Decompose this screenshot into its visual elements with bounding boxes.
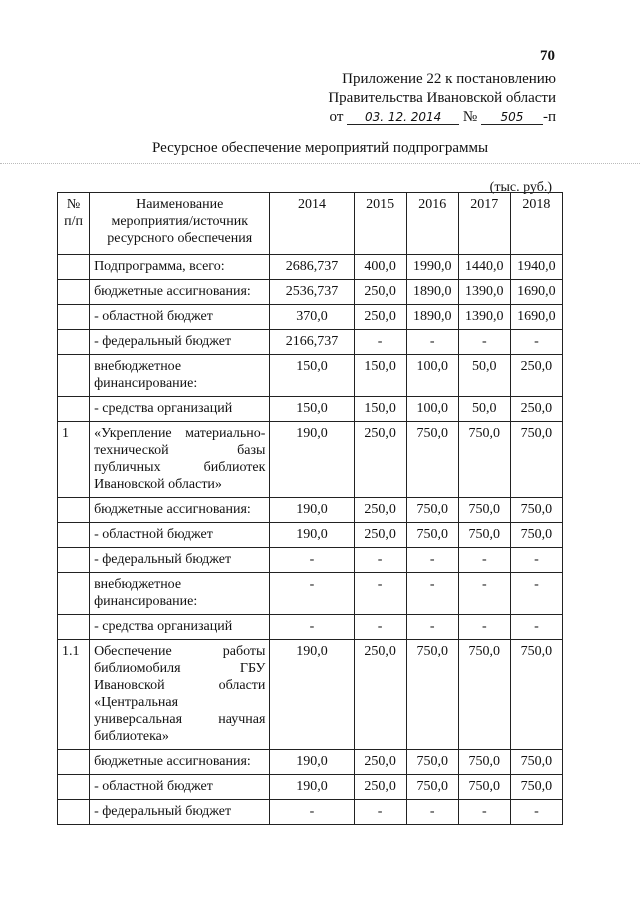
header-year-2018: 2018 [510, 193, 562, 255]
row-name: внебюджетное финансирование: [90, 355, 270, 397]
value-2016: 100,0 [406, 355, 458, 397]
value-2015: 250,0 [354, 498, 406, 523]
value-2016: 1990,0 [406, 255, 458, 280]
value-2016: 750,0 [406, 422, 458, 498]
row-name: - средства организаций [90, 397, 270, 422]
value-2017: 750,0 [458, 498, 510, 523]
value-2015: 250,0 [354, 422, 406, 498]
row-number [58, 397, 90, 422]
value-2017: - [458, 548, 510, 573]
handwritten-number: 505 [481, 110, 543, 125]
value-2014: 2536,737 [270, 280, 354, 305]
date-prefix: от [329, 109, 344, 125]
value-2018: 750,0 [510, 640, 562, 750]
table-row [58, 800, 563, 825]
table-row [58, 355, 563, 397]
value-2016: 750,0 [406, 775, 458, 800]
row-name: бюджетные ассигнования: [90, 750, 270, 775]
row-number [58, 523, 90, 548]
value-2016: - [406, 615, 458, 640]
value-2015: - [354, 800, 406, 825]
resource-table [57, 192, 563, 825]
table-row [58, 775, 563, 800]
row-number: 1.1 [58, 640, 90, 750]
value-2018: - [510, 330, 562, 355]
value-2018: 750,0 [510, 498, 562, 523]
table-row [58, 523, 563, 548]
row-number [58, 548, 90, 573]
row-number [58, 330, 90, 355]
row-number [58, 615, 90, 640]
value-2014: - [270, 800, 354, 825]
value-2017: 1440,0 [458, 255, 510, 280]
number-suffix: -п [542, 109, 556, 125]
row-number [58, 800, 90, 825]
value-2014: 150,0 [270, 355, 354, 397]
table-row [58, 573, 563, 615]
value-2015: - [354, 615, 406, 640]
value-2016: - [406, 573, 458, 615]
document-title: Ресурсное обеспечение мероприятий подпрограммы [151, 140, 489, 156]
row-name: Обеспечение работы библиомобиля ГБУ Ивановской области «Центральная универсальная научная библиотека» [90, 640, 270, 750]
row-name: - средства организаций [90, 615, 270, 640]
header-name: Наименование мероприятия/источник ресурсного обеспечения [90, 193, 270, 255]
table-row [58, 640, 563, 750]
value-2018: 1690,0 [510, 280, 562, 305]
value-2014: 190,0 [270, 750, 354, 775]
value-2017: - [458, 573, 510, 615]
value-2016: 750,0 [406, 523, 458, 548]
value-2016: - [406, 330, 458, 355]
value-2014: 2166,737 [270, 330, 354, 355]
header-number: № п/п [58, 193, 90, 255]
value-2018: 250,0 [510, 355, 562, 397]
value-2017: - [458, 800, 510, 825]
value-2017: 750,0 [458, 523, 510, 548]
value-2015: 250,0 [354, 640, 406, 750]
value-2017: 750,0 [458, 750, 510, 775]
table-row [58, 548, 563, 573]
appendix-line-1: Приложение 22 к постановлению [342, 71, 556, 87]
value-2014: 190,0 [270, 498, 354, 523]
value-2014: 190,0 [270, 775, 354, 800]
row-name: - федеральный бюджет [90, 330, 270, 355]
value-2015: 250,0 [354, 523, 406, 548]
value-2017: - [458, 330, 510, 355]
value-2015: 250,0 [354, 750, 406, 775]
value-2018: 1940,0 [510, 255, 562, 280]
row-number [58, 280, 90, 305]
value-2016: 1890,0 [406, 305, 458, 330]
value-2015: 250,0 [354, 775, 406, 800]
row-number [58, 573, 90, 615]
table-row [58, 305, 563, 330]
row-number: 1 [58, 422, 90, 498]
row-number [58, 775, 90, 800]
value-2017: 750,0 [458, 775, 510, 800]
value-2016: 750,0 [406, 750, 458, 775]
value-2016: 100,0 [406, 397, 458, 422]
value-2018: - [510, 800, 562, 825]
value-2014: 2686,737 [270, 255, 354, 280]
value-2015: - [354, 330, 406, 355]
value-2017: 1390,0 [458, 305, 510, 330]
value-2018: - [510, 573, 562, 615]
appendix-line-3 [328, 108, 556, 127]
value-2017: 750,0 [458, 640, 510, 750]
header-year-2014: 2014 [270, 193, 354, 255]
value-2015: 150,0 [354, 397, 406, 422]
table-row [58, 255, 563, 280]
value-2015: - [354, 548, 406, 573]
value-2014: 190,0 [270, 640, 354, 750]
unit-label: (тыс. руб.) [489, 180, 552, 195]
value-2018: 750,0 [510, 775, 562, 800]
value-2016: - [406, 548, 458, 573]
value-2016: - [406, 800, 458, 825]
appendix-block [328, 70, 556, 127]
row-name: бюджетные ассигнования: [90, 280, 270, 305]
row-name: - федеральный бюджет [90, 800, 270, 825]
value-2018: - [510, 548, 562, 573]
row-name: - федеральный бюджет [90, 548, 270, 573]
value-2017: - [458, 615, 510, 640]
row-number [58, 750, 90, 775]
value-2015: 250,0 [354, 305, 406, 330]
value-2016: 1890,0 [406, 280, 458, 305]
row-name: «Укрепление материально-технической базы публичных библиотек Ивановской области» [90, 422, 270, 498]
value-2018: 750,0 [510, 523, 562, 548]
row-name: - областной бюджет [90, 305, 270, 330]
header-year-2015: 2015 [354, 193, 406, 255]
appendix-line-2: Правительства Ивановской области [328, 90, 556, 106]
table-header-row [58, 193, 563, 255]
row-name: Подпрограмма, всего: [90, 255, 270, 280]
value-2018: 1690,0 [510, 305, 562, 330]
value-2014: - [270, 615, 354, 640]
value-2017: 1390,0 [458, 280, 510, 305]
row-number [58, 255, 90, 280]
value-2014: 370,0 [270, 305, 354, 330]
table-row [58, 422, 563, 498]
table-body [58, 255, 563, 825]
value-2014: - [270, 573, 354, 615]
value-2015: 400,0 [354, 255, 406, 280]
value-2015: 150,0 [354, 355, 406, 397]
table-row [58, 280, 563, 305]
scan-artifact-divider [0, 163, 640, 164]
number-label: № [462, 109, 478, 125]
row-name: - областной бюджет [90, 775, 270, 800]
table-row [58, 397, 563, 422]
row-name: бюджетные ассигнования: [90, 498, 270, 523]
row-number [58, 355, 90, 397]
value-2018: 750,0 [510, 422, 562, 498]
header-year-2016: 2016 [406, 193, 458, 255]
value-2018: 250,0 [510, 397, 562, 422]
table-row [58, 330, 563, 355]
handwritten-date: 03. 12. 2014 [347, 110, 459, 125]
value-2015: 250,0 [354, 280, 406, 305]
table-row [58, 498, 563, 523]
value-2017: 50,0 [458, 355, 510, 397]
row-number [58, 305, 90, 330]
value-2014: - [270, 548, 354, 573]
value-2014: 190,0 [270, 422, 354, 498]
row-number [58, 498, 90, 523]
value-2018: - [510, 615, 562, 640]
page-number: 70 [540, 48, 555, 64]
value-2017: 750,0 [458, 422, 510, 498]
value-2016: 750,0 [406, 498, 458, 523]
row-name: внебюджетное финансирование: [90, 573, 270, 615]
header-year-2017: 2017 [458, 193, 510, 255]
table-row [58, 615, 563, 640]
value-2017: 50,0 [458, 397, 510, 422]
value-2014: 150,0 [270, 397, 354, 422]
value-2016: 750,0 [406, 640, 458, 750]
value-2015: - [354, 573, 406, 615]
table-row [58, 750, 563, 775]
value-2014: 190,0 [270, 523, 354, 548]
value-2018: 750,0 [510, 750, 562, 775]
row-name: - областной бюджет [90, 523, 270, 548]
